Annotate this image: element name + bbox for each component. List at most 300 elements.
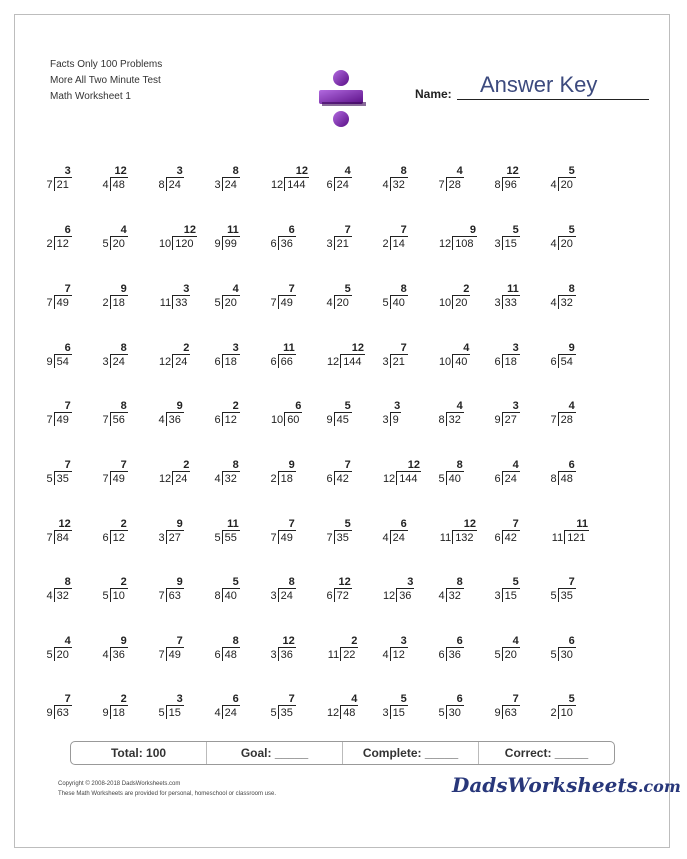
dividend: 15	[504, 590, 517, 602]
division-problem	[380, 635, 440, 663]
division-problem	[212, 342, 272, 370]
division-bar	[110, 295, 128, 296]
dividend: 49	[56, 414, 69, 426]
divisor: 6	[326, 473, 333, 485]
division-bar	[334, 236, 352, 237]
worksheet-page	[14, 14, 670, 848]
divisor: 2	[382, 238, 389, 250]
divisor: 12	[438, 238, 452, 250]
dividend: 144	[343, 356, 362, 368]
division-bar	[222, 530, 240, 531]
quotient-answer: 8	[400, 165, 407, 177]
divisor: 7	[270, 532, 277, 544]
divisor: 3	[158, 532, 165, 544]
quotient-answer: 3	[512, 342, 519, 354]
division-bar	[278, 530, 296, 531]
divisor: 7	[46, 297, 53, 309]
divisor: 7	[46, 179, 53, 191]
quotient-answer: 8	[232, 459, 239, 471]
dividend: 20	[560, 238, 573, 250]
quotient-answer: 7	[512, 518, 519, 530]
quotient-answer: 4	[64, 635, 71, 647]
divisor: 9	[494, 707, 501, 719]
division-problem	[436, 576, 496, 604]
dividend: 24	[392, 532, 405, 544]
quotient-answer: 2	[351, 635, 358, 647]
dividend: 28	[448, 179, 461, 191]
divisor: 6	[494, 473, 501, 485]
dividend: 45	[336, 414, 349, 426]
dividend: 24	[280, 590, 293, 602]
division-problem	[548, 693, 608, 721]
divisor: 5	[438, 707, 445, 719]
divisor: 2	[550, 707, 557, 719]
divisor: 6	[326, 590, 333, 602]
divisor: 12	[382, 590, 396, 602]
dividend: 56	[112, 414, 125, 426]
divisor: 8	[214, 590, 221, 602]
quotient-answer: 2	[232, 400, 239, 412]
dividend: 32	[448, 414, 461, 426]
division-bar	[502, 354, 520, 355]
dividend: 24	[504, 473, 517, 485]
dividend: 30	[560, 649, 573, 661]
division-problem	[212, 576, 272, 604]
divisor: 3	[382, 356, 389, 368]
brand-logo	[452, 773, 681, 797]
quotient-answer: 9	[469, 224, 476, 236]
division-bar	[390, 177, 408, 178]
division-bar	[502, 471, 520, 472]
divisor: 4	[438, 590, 445, 602]
quotient-answer: 4	[568, 400, 575, 412]
division-problem	[380, 342, 440, 370]
dividend: 24	[224, 707, 237, 719]
quotient-answer: 5	[568, 165, 575, 177]
division-problem	[268, 693, 328, 721]
division-bar	[278, 588, 296, 589]
divisor: 4	[550, 179, 557, 191]
division-problem	[212, 400, 272, 428]
quotient-answer: 4	[456, 400, 463, 412]
divisor: 12	[326, 707, 340, 719]
brand-suffix: .com	[637, 777, 681, 796]
dividend: 84	[56, 532, 69, 544]
division-bar	[278, 295, 296, 296]
quotient-answer: 7	[568, 576, 575, 588]
divisor: 7	[46, 532, 53, 544]
divisor: 3	[382, 707, 389, 719]
dividend: 24	[112, 356, 125, 368]
division-bar	[54, 354, 72, 355]
dividend: 54	[560, 356, 573, 368]
division-bar	[110, 530, 128, 531]
division-problem	[156, 635, 216, 663]
divisor: 8	[550, 473, 557, 485]
dividend: 32	[392, 179, 405, 191]
division-bar	[222, 236, 240, 237]
division-problem	[156, 693, 216, 721]
division-problem	[492, 459, 552, 487]
division-problem	[268, 283, 328, 311]
division-problem	[324, 693, 384, 721]
division-bar	[558, 588, 576, 589]
division-bar	[340, 705, 358, 706]
dividend: 27	[168, 532, 181, 544]
division-bar	[446, 647, 464, 648]
quotient-answer: 7	[288, 693, 295, 705]
dividend: 24	[336, 179, 349, 191]
division-problem	[380, 518, 440, 546]
quotient-answer: 7	[64, 459, 71, 471]
divisor: 5	[438, 473, 445, 485]
division-bar	[172, 471, 190, 472]
divisor: 6	[494, 356, 501, 368]
division-problem	[548, 342, 608, 370]
division-problem	[324, 635, 384, 663]
dividend: 96	[504, 179, 517, 191]
division-bar	[284, 412, 302, 413]
divisor: 11	[439, 532, 452, 544]
divisor: 6	[214, 649, 221, 661]
quotient-answer: 11	[283, 342, 295, 354]
quotient-answer: 3	[64, 165, 71, 177]
header-line-2: More All Two Minute Test	[50, 75, 161, 86]
divisor: 3	[326, 238, 333, 250]
division-sign-icon	[316, 68, 366, 130]
division-problem	[100, 576, 160, 604]
divisor: 10	[438, 297, 452, 309]
divisor: 5	[214, 297, 221, 309]
dividend: 63	[504, 707, 517, 719]
division-bar	[334, 412, 352, 413]
division-problem	[268, 165, 328, 193]
dividend: 36	[280, 238, 293, 250]
quotient-answer: 4	[351, 693, 358, 705]
division-bar	[558, 705, 576, 706]
division-bar	[278, 236, 296, 237]
dividend: 15	[392, 707, 405, 719]
quotient-answer: 6	[295, 400, 302, 412]
division-bar	[558, 354, 576, 355]
division-bar	[502, 412, 520, 413]
quotient-answer: 12	[58, 518, 71, 530]
dividend: 21	[336, 238, 349, 250]
division-problem	[324, 283, 384, 311]
quotient-answer: 4	[120, 224, 127, 236]
division-problem	[436, 224, 496, 252]
quotient-answer: 7	[64, 693, 71, 705]
divisor: 6	[270, 356, 277, 368]
quotient-answer: 12	[351, 342, 364, 354]
division-problem	[436, 342, 496, 370]
division-bar	[222, 295, 240, 296]
division-bar	[396, 588, 414, 589]
dividend: 144	[399, 473, 418, 485]
quotient-answer: 4	[456, 165, 463, 177]
copyright-line-1: Copyright © 2008-2018 DadsWorksheets.com	[58, 781, 181, 787]
division-bar	[278, 354, 296, 355]
division-bar	[110, 647, 128, 648]
divisor: 3	[494, 297, 501, 309]
division-problem	[156, 224, 216, 252]
division-problem	[436, 165, 496, 193]
division-bar	[558, 295, 576, 296]
division-problem	[548, 518, 608, 546]
dividend: 10	[112, 590, 125, 602]
dividend: 12	[56, 238, 69, 250]
copyright-notice	[58, 779, 276, 799]
division-bar	[54, 295, 72, 296]
division-bar	[110, 177, 128, 178]
quotient-answer: 3	[400, 635, 407, 647]
quotient-answer: 11	[227, 224, 239, 236]
name-line[interactable]	[457, 99, 649, 100]
quotient-answer: 9	[120, 635, 127, 647]
division-bar	[390, 236, 408, 237]
division-bar	[222, 354, 240, 355]
quotient-answer: 12	[295, 165, 308, 177]
division-bar	[110, 588, 128, 589]
dividend: 36	[280, 649, 293, 661]
divisor: 3	[102, 356, 109, 368]
divisor: 2	[270, 473, 277, 485]
quotient-answer: 7	[344, 224, 351, 236]
division-problem	[436, 635, 496, 663]
brand-name: DadsWorksheets	[452, 773, 638, 797]
dividend: 18	[112, 297, 125, 309]
divisor: 9	[46, 356, 53, 368]
division-bar	[340, 647, 358, 648]
dividend: 48	[112, 179, 125, 191]
quotient-answer: 2	[120, 576, 127, 588]
divisor: 12	[382, 473, 396, 485]
dividend: 12	[224, 414, 237, 426]
dividend: 20	[224, 297, 237, 309]
quotient-answer: 2	[120, 693, 127, 705]
divisor: 3	[270, 590, 277, 602]
divisor: 4	[102, 179, 109, 191]
division-problem	[100, 165, 160, 193]
dividend: 12	[392, 649, 405, 661]
division-bar	[502, 588, 520, 589]
division-bar	[558, 412, 576, 413]
dividend: 49	[56, 297, 69, 309]
division-problem	[268, 400, 328, 428]
divisor: 7	[438, 179, 445, 191]
dividend: 35	[280, 707, 293, 719]
division-problem	[156, 576, 216, 604]
dividend: 49	[168, 649, 181, 661]
division-problem	[380, 693, 440, 721]
division-bar	[222, 177, 240, 178]
dividend: 63	[168, 590, 181, 602]
dividend: 20	[560, 179, 573, 191]
dividend: 35	[56, 473, 69, 485]
division-bar	[452, 354, 470, 355]
complete-cell[interactable]: Complete: _____	[343, 742, 479, 764]
quotient-answer: 12	[114, 165, 127, 177]
division-bar	[396, 471, 421, 472]
dividend: 48	[343, 707, 356, 719]
division-bar	[222, 471, 240, 472]
dividend: 42	[504, 532, 517, 544]
division-problem	[100, 693, 160, 721]
division-bar	[558, 647, 576, 648]
divisor: 6	[270, 238, 277, 250]
header-line-3: Math Worksheet 1	[50, 91, 131, 102]
division-problem	[44, 693, 104, 721]
division-problem	[212, 635, 272, 663]
division-bar	[166, 588, 184, 589]
divisor: 3	[494, 590, 501, 602]
division-bar	[446, 588, 464, 589]
divisor: 12	[158, 473, 172, 485]
dividend: 40	[392, 297, 405, 309]
division-bar	[452, 530, 477, 531]
division-bar	[502, 295, 520, 296]
quotient-answer: 9	[176, 518, 183, 530]
divisor: 4	[382, 179, 389, 191]
divisor: 3	[494, 238, 501, 250]
quotient-answer: 5	[344, 400, 351, 412]
division-problem	[100, 635, 160, 663]
divisor: 6	[550, 356, 557, 368]
quotient-answer: 5	[512, 576, 519, 588]
dividend: 20	[504, 649, 517, 661]
division-bar	[390, 354, 408, 355]
division-problem	[212, 283, 272, 311]
quotient-answer: 12	[407, 459, 420, 471]
division-bar	[284, 177, 309, 178]
division-bar	[502, 177, 520, 178]
answer-key-label: Answer Key	[480, 72, 598, 97]
division-bar	[558, 236, 576, 237]
division-problem	[548, 459, 608, 487]
division-bar	[334, 295, 352, 296]
quotient-answer: 11	[576, 518, 588, 530]
quotient-answer: 7	[64, 283, 71, 295]
division-bar	[390, 705, 408, 706]
division-bar	[278, 705, 296, 706]
divisor: 5	[214, 532, 221, 544]
dividend: 14	[392, 238, 405, 250]
dividend: 144	[287, 179, 306, 191]
division-problem	[44, 165, 104, 193]
dividend: 24	[175, 356, 188, 368]
divisor: 6	[438, 649, 445, 661]
dividend: 42	[336, 473, 349, 485]
division-problem	[548, 576, 608, 604]
division-problem	[44, 342, 104, 370]
quotient-answer: 5	[512, 224, 519, 236]
division-bar	[446, 177, 464, 178]
quotient-answer: 6	[64, 224, 71, 236]
quotient-answer: 6	[456, 693, 463, 705]
division-bar	[558, 177, 576, 178]
division-problem	[44, 518, 104, 546]
divisor: 9	[326, 414, 333, 426]
dividend: 36	[112, 649, 125, 661]
division-bar	[558, 471, 576, 472]
division-bar	[54, 530, 72, 531]
division-bar	[502, 236, 520, 237]
division-problem	[492, 400, 552, 428]
division-bar	[110, 412, 128, 413]
division-problem	[44, 459, 104, 487]
division-bar	[166, 647, 184, 648]
dividend: 21	[392, 356, 405, 368]
dividend: 20	[336, 297, 349, 309]
correct-cell[interactable]: Correct: _____	[504, 746, 589, 760]
header-line-1: Facts Only 100 Problems	[50, 59, 163, 70]
quotient-answer: 11	[507, 283, 519, 295]
division-problem	[268, 576, 328, 604]
quotient-answer: 7	[288, 518, 295, 530]
division-bar	[452, 295, 470, 296]
division-bar	[390, 647, 408, 648]
goal-cell[interactable]: Goal: _____	[207, 742, 343, 764]
quotient-answer: 12	[338, 576, 351, 588]
division-bar	[564, 530, 589, 531]
quotient-answer: 4	[512, 635, 519, 647]
quotient-answer: 8	[120, 400, 127, 412]
dividend: 35	[560, 590, 573, 602]
dividend: 54	[56, 356, 69, 368]
quotient-answer: 8	[288, 576, 295, 588]
division-problem	[44, 400, 104, 428]
divisor: 7	[102, 473, 109, 485]
division-bar	[446, 471, 464, 472]
dividend: 49	[280, 532, 293, 544]
division-problem	[268, 342, 328, 370]
division-problem	[380, 459, 440, 487]
quotient-answer: 6	[456, 635, 463, 647]
quotient-answer: 6	[232, 693, 239, 705]
dividend: 36	[168, 414, 181, 426]
division-problem	[156, 400, 216, 428]
divisor: 4	[550, 238, 557, 250]
dividend: 48	[560, 473, 573, 485]
divisor: 5	[158, 707, 165, 719]
quotient-answer: 2	[183, 342, 190, 354]
quotient-answer: 9	[568, 342, 575, 354]
division-bar	[222, 647, 240, 648]
dividend: 32	[560, 297, 573, 309]
total-cell: Total: 100	[71, 742, 207, 764]
division-bar	[452, 236, 477, 237]
division-problem	[324, 576, 384, 604]
divisor: 4	[46, 590, 53, 602]
dividend: 40	[455, 356, 468, 368]
division-bar	[110, 705, 128, 706]
quotient-answer: 12	[506, 165, 519, 177]
division-problem	[268, 459, 328, 487]
divisor: 5	[382, 297, 389, 309]
quotient-answer: 5	[344, 518, 351, 530]
divisor: 11	[159, 297, 172, 309]
divisor: 9	[214, 238, 221, 250]
division-bar	[446, 705, 464, 706]
divisor: 4	[102, 649, 109, 661]
dividend: 18	[280, 473, 293, 485]
divisor: 6	[102, 532, 109, 544]
dividend: 132	[455, 532, 474, 544]
quotient-answer: 4	[344, 165, 351, 177]
division-problem	[324, 459, 384, 487]
quotient-answer: 8	[568, 283, 575, 295]
name-label: Name:	[415, 87, 452, 101]
